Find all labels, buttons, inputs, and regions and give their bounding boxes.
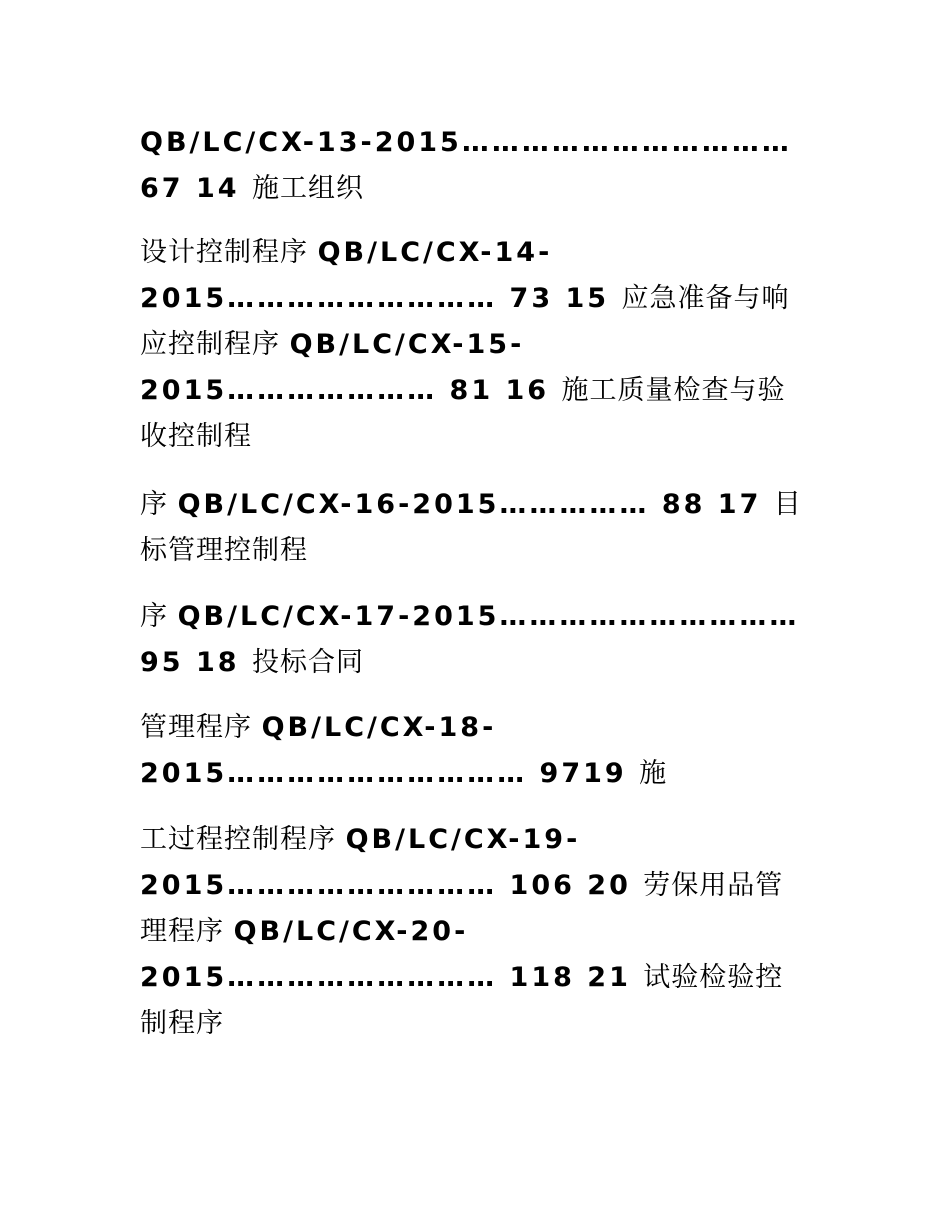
- toc-code: 2015………………………… 9719: [140, 758, 640, 789]
- toc-line: [140, 322, 830, 368]
- toc-code: 2015………………… 81 16: [140, 375, 562, 406]
- toc-title: 投标合同: [251, 647, 364, 678]
- toc-code: 2015……………………… 118 21: [140, 962, 644, 993]
- toc-line: [140, 640, 830, 686]
- toc-title: 劳保用品管: [643, 870, 784, 901]
- toc-title: 序: [140, 489, 178, 520]
- toc-line: [140, 166, 830, 212]
- toc-paragraph-2: [140, 230, 830, 460]
- toc-line: [140, 705, 830, 751]
- toc-code: QB/LC/CX-19-: [345, 824, 581, 855]
- toc-title: 施: [639, 758, 668, 789]
- toc-title: 序: [140, 601, 178, 632]
- toc-paragraph-1: [140, 120, 830, 212]
- toc-title: 应控制程序: [140, 329, 290, 360]
- toc-paragraph-3: [140, 482, 830, 574]
- toc-title: 施工质量检查与验: [561, 375, 786, 406]
- toc-paragraph-5: [140, 705, 830, 797]
- toc-line: [140, 1001, 830, 1047]
- toc-title: 施工组织: [251, 173, 364, 204]
- toc-code: QB/LC/CX-17-2015…………………………: [177, 601, 800, 632]
- toc-paragraph-6: [140, 817, 830, 1047]
- toc-code: QB/LC/CX-18-: [261, 712, 497, 743]
- toc-line: [140, 230, 830, 276]
- toc-text: QB/LC/CX-13-2015……………………………: [140, 127, 792, 158]
- toc-code: QB/LC/CX-16-2015…………… 88 17: [177, 489, 774, 520]
- toc-title: 制程序: [140, 1008, 224, 1039]
- toc-line: [140, 909, 830, 955]
- toc-line: [140, 276, 830, 322]
- toc-code: QB/LC/CX-20-: [233, 916, 469, 947]
- toc-page-number: 67 14: [140, 173, 252, 204]
- toc-page-number: 95 18: [140, 647, 252, 678]
- toc-line: [140, 955, 830, 1001]
- toc-code: 2015……………………… 73 15: [140, 283, 622, 314]
- toc-line: [140, 482, 830, 528]
- toc-title: 应急准备与响: [621, 283, 790, 314]
- toc-title: 管理程序: [140, 712, 262, 743]
- toc-line: [140, 120, 830, 166]
- toc-line: [140, 414, 830, 460]
- toc-title: 理程序: [140, 916, 234, 947]
- toc-code: 2015……………………… 106 20: [140, 870, 644, 901]
- toc-code: QB/LC/CX-15-: [289, 329, 525, 360]
- toc-line: [140, 528, 830, 574]
- toc-title: 目: [773, 489, 802, 520]
- toc-line: [140, 368, 830, 414]
- toc-title: 标管理控制程: [140, 535, 308, 566]
- toc-title: 工过程控制程序: [140, 824, 346, 855]
- toc-title: 试验检验控: [643, 962, 784, 993]
- toc-line: [140, 817, 830, 863]
- toc-line: [140, 594, 830, 640]
- toc-code: QB/LC/CX-14-: [317, 237, 553, 268]
- toc-title: 设计控制程序: [140, 237, 318, 268]
- toc-line: [140, 863, 830, 909]
- toc-paragraph-4: [140, 594, 830, 686]
- toc-title: 收控制程: [140, 421, 252, 452]
- toc-line: [140, 751, 830, 797]
